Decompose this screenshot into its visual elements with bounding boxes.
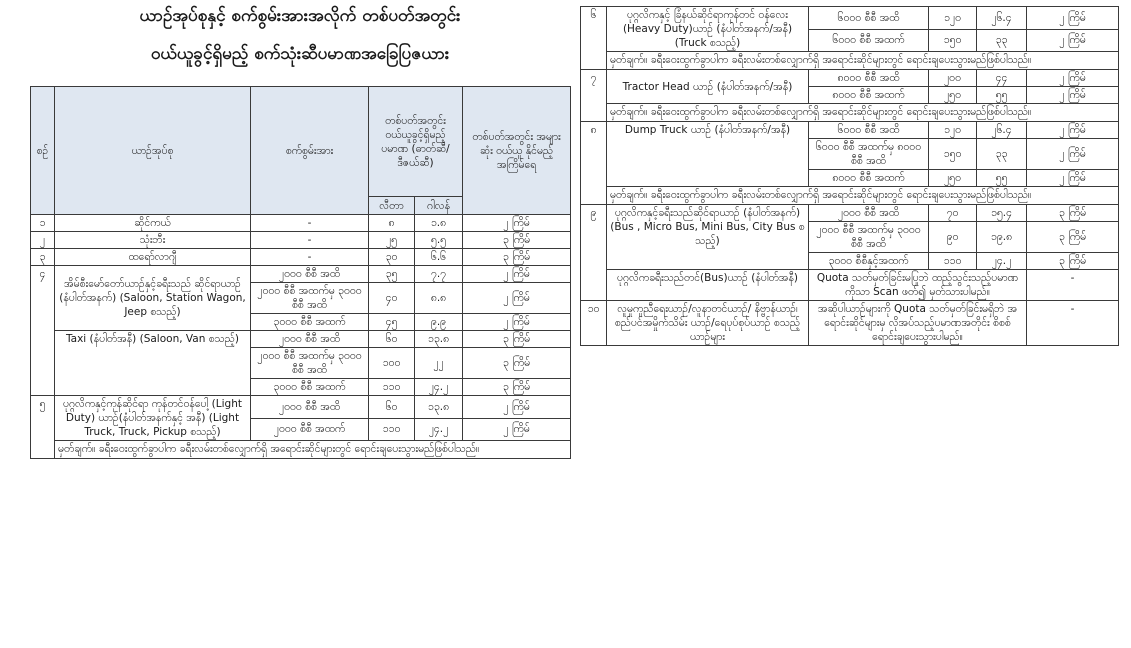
header-engine-power: စက်စွမ်းအား bbox=[251, 87, 369, 215]
engine-power: - bbox=[251, 215, 369, 232]
times-value: ၃ ကြိမ် bbox=[463, 249, 571, 266]
gallon-value: ၂၆.၄ bbox=[977, 7, 1027, 30]
gallon-value: ၃၃ bbox=[977, 29, 1027, 52]
times-value: ၂ ကြိမ် bbox=[463, 418, 571, 441]
quota-note: အဆိုပါယာဉ်များကို Quota သတ်မှတ်ခြင်းမရှိဘဲ အရောင်းဆိုင်များမှ လိုအပ်သည့်ပမာဏအတိုင်း စိစစ်ရောင်းချပေးသွားပါမည်။ bbox=[809, 301, 1027, 346]
header-vehicle-group: ယာဉ်အုပ်စု bbox=[55, 87, 251, 215]
table-row bbox=[581, 122, 1119, 139]
times-value: ၂ ကြိမ် bbox=[463, 314, 571, 331]
quota-note: Quota သတ်မှတ်ခြင်းမပြုဘဲ ထည့်သွင်းသည့်ပမာဏကိုသာ Scan ဖတ်၍ မှတ်သားပါမည်။ bbox=[809, 270, 1027, 301]
liter-value: ၉၀ bbox=[929, 222, 977, 253]
engine-power: ၈၀၀၀ စီစီ အထက် bbox=[809, 87, 929, 104]
vehicle-group: ပုဂ္ဂလိကနှင့်ခရီးသည်ဆိုင်ရာယာဉ် (နံပါတ်အနက်)(Bus , Micro Bus, Mini Bus, City Bus စသည့်) bbox=[607, 205, 809, 270]
times-value: ၂ ကြိမ် bbox=[463, 215, 571, 232]
times-value: ၃ ကြိမ် bbox=[1027, 253, 1119, 270]
liter-value: ၁၁၀ bbox=[369, 418, 415, 441]
fuel-quota-table-right bbox=[580, 6, 1119, 346]
times-value: ၃ ကြိမ် bbox=[463, 331, 571, 348]
gallon-value: ၅၅ bbox=[977, 170, 1027, 187]
header-liter: လီတာ bbox=[369, 197, 415, 215]
row-no: ၉ bbox=[581, 205, 607, 301]
header-weekly-amount: တစ်ပတ်အတွင်း ဝယ်ယူခွင့်ရှိမည့် ပမာဏ (ဓာတ်ဆီ/ ဒီဇယ်ဆီ) bbox=[369, 87, 463, 197]
liter-value: ၆၀ bbox=[369, 396, 415, 419]
liter-value: ၁၂၀ bbox=[929, 122, 977, 139]
note-row bbox=[581, 104, 1119, 122]
table-row bbox=[31, 215, 571, 232]
gallon-value: ၂၄.၂ bbox=[977, 253, 1027, 270]
note-text: မှတ်ချက်။ ခရီးဝေးထွက်ခွာပါက ခရီးလမ်းတစ်လျှောက်ရှိ အရောင်းဆိုင်များတွင် ရောင်းချပေးသွားမည်ဖြစ်ပါသည်။ bbox=[607, 104, 1119, 122]
liter-value: ၃၅ bbox=[369, 266, 415, 283]
gallon-value: ၇.၇ bbox=[415, 266, 463, 283]
gallon-value: ၂၂ bbox=[415, 348, 463, 379]
note-text: မှတ်ချက်။ ခရီးဝေးထွက်ခွာပါက ခရီးလမ်းတစ်လျှောက်ရှိ အရောင်းဆိုင်များတွင် ရောင်းချပေးသွားမည်ဖြစ်ပါသည်။ bbox=[607, 52, 1119, 70]
times-value: ၂ ကြိမ် bbox=[463, 266, 571, 283]
liter-value: ၈ bbox=[369, 215, 415, 232]
engine-power: ၂၀၀၀ စီစီ အထက်မှ ၃၀၀၀ စီစီ အထိ bbox=[809, 222, 929, 253]
times-value: ၂ ကြိမ် bbox=[1027, 122, 1119, 139]
engine-power: ၈၀၀၀ စီစီ အထိ bbox=[809, 70, 929, 87]
engine-power: ၃၀၀၀ စီစီ အထက် bbox=[251, 314, 369, 331]
engine-power: ၂၀၀၀ စီစီ အထက်မှ ၃၀၀၀ စီစီ အထိ bbox=[251, 283, 369, 314]
liter-value: ၄၀ bbox=[369, 283, 415, 314]
header-max-times: တစ်ပတ်အတွင်း အများဆုံး ဝယ်ယူ နိုင်မည့် အကြိမ်ရေ bbox=[463, 87, 571, 215]
gallon-value: ၆.၆ bbox=[415, 249, 463, 266]
table-row bbox=[31, 396, 571, 419]
row-no: ၁ bbox=[31, 215, 55, 232]
gallon-value: ၁၅.၄ bbox=[977, 205, 1027, 222]
row-no: ၈ bbox=[581, 122, 607, 205]
times-value: ၃ ကြိမ် bbox=[463, 232, 571, 249]
engine-power: ၆၀၀၀ စီစီ အထိ bbox=[809, 7, 929, 30]
engine-power: ၂၀၀၀ စီစီ အထိ bbox=[251, 331, 369, 348]
engine-power: ၃၀၀၀ စီစီနှင့်အထက် bbox=[809, 253, 929, 270]
note-text: မှတ်ချက်။ ခရီးဝေးထွက်ခွာပါက ခရီးလမ်းတစ်လျှောက်ရှိ အရောင်းဆိုင်များတွင် ရောင်းချပေးသွားမည်ဖြစ်ပါသည်။ bbox=[607, 187, 1119, 205]
gallon-value: ၁.၈ bbox=[415, 215, 463, 232]
row-no: ၂ bbox=[31, 232, 55, 249]
times-value: ၂ ကြိမ် bbox=[463, 396, 571, 419]
liter-value: ၇၀ bbox=[929, 205, 977, 222]
times-value: ၂ ကြိမ် bbox=[1027, 29, 1119, 52]
liter-value: ၄၅ bbox=[369, 314, 415, 331]
liter-value: ၁၅၀ bbox=[929, 139, 977, 170]
times-value: ၂ ကြိမ် bbox=[1027, 170, 1119, 187]
table-row bbox=[31, 266, 571, 283]
liter-value: ၁၀၀ bbox=[369, 348, 415, 379]
times-value: ၂ ကြိမ် bbox=[463, 283, 571, 314]
liter-value: ၆၀ bbox=[369, 331, 415, 348]
vehicle-group: အိမ်စီးမော်တော်ယာဉ်နှင့်ခရီးသည် ဆိုင်ရာယာဉ် (နံပါတ်အနက်) (Saloon, Station Wagon, Jeep စသည့်) bbox=[55, 266, 251, 331]
vehicle-group: ထရော်လာဂျီ bbox=[55, 249, 251, 266]
row-no: ၅ bbox=[31, 396, 55, 459]
vehicle-group: လူမှုကူညီရေးယာဉ်/လူနာတင်ယာဉ်/ နိဗ္ဗာန်ယာဉ်၊ စည်ပင်အမှိုက်သိမ်း ယာဉ်/ရေပုပ်စုပ်ယာဉ် စသည့် ယာဉ်များ bbox=[607, 301, 809, 346]
header-no: စဉ် bbox=[31, 87, 55, 215]
engine-power: ၂၀၀၀ စီစီ အထက် bbox=[251, 418, 369, 441]
row-no: ၄ bbox=[31, 266, 55, 396]
times-value: - bbox=[1027, 270, 1119, 301]
gallon-value: ၉.၉ bbox=[415, 314, 463, 331]
fuel-quota-table-left bbox=[30, 86, 571, 459]
times-value: ၃ ကြိမ် bbox=[463, 348, 571, 379]
table-row bbox=[581, 270, 1119, 301]
gallon-value: ၁၉.၈ bbox=[977, 222, 1027, 253]
liter-value: ၂၅၀ bbox=[929, 170, 977, 187]
vehicle-group: ဆိုင်ကယ် bbox=[55, 215, 251, 232]
note-row bbox=[31, 441, 571, 459]
table-row bbox=[31, 249, 571, 266]
times-value: ၂ ကြိမ် bbox=[1027, 70, 1119, 87]
times-value: ၃ ကြိမ် bbox=[1027, 205, 1119, 222]
gallon-value: ၅.၅ bbox=[415, 232, 463, 249]
row-no: ၇ bbox=[581, 70, 607, 122]
engine-power: ၃၀၀၀ စီစီ အထက် bbox=[251, 379, 369, 396]
vehicle-group: သုံးဘီး bbox=[55, 232, 251, 249]
vehicle-group: ပုဂ္ဂလိကနှင့်ကုန်ဆိုင်ရာ ကုန်တင်ဝန်ပေါ့ (Light Duty) ယာဉ်(နံပါတ်အနက်နှင့် အနီ) (Light Truck, Truck, Pickup စသည့်) bbox=[55, 396, 251, 441]
note-row bbox=[581, 187, 1119, 205]
table-row bbox=[31, 331, 571, 348]
gallon-value: ၁၃.၈ bbox=[415, 331, 463, 348]
liter-value: ၂၀၀ bbox=[929, 70, 977, 87]
table-row bbox=[581, 7, 1119, 30]
liter-value: ၁၂၀ bbox=[929, 7, 977, 30]
liter-value: ၂၅ bbox=[369, 232, 415, 249]
liter-value: ၃၀ bbox=[369, 249, 415, 266]
gallon-value: ၁၃.၈ bbox=[415, 396, 463, 419]
times-value: - bbox=[1027, 301, 1119, 346]
gallon-value: ၃၃ bbox=[977, 139, 1027, 170]
gallon-value: ၂၆.၄ bbox=[977, 122, 1027, 139]
times-value: ၃ ကြိမ် bbox=[463, 379, 571, 396]
times-value: ၃ ကြိမ် bbox=[1027, 222, 1119, 253]
gallon-value: ၂၄.၂ bbox=[415, 418, 463, 441]
gallon-value: ၄၄ bbox=[977, 70, 1027, 87]
engine-power: ၆၀၀၀ စီစီ အထိ bbox=[809, 122, 929, 139]
note-row bbox=[581, 52, 1119, 70]
note-text: မှတ်ချက်။ ခရီးဝေးထွက်ခွာပါက ခရီးလမ်းတစ်လျှောက်ရှိ အရောင်းဆိုင်များတွင် ရောင်းချပေးသွားမည်ဖြစ်ပါသည်။ bbox=[55, 441, 571, 459]
table-row bbox=[581, 205, 1119, 222]
page-title-line-1: ယာဉ်အုပ်စုနှင့် စက်စွမ်းအားအလိုက် တစ်ပတ်အတွင်း bbox=[139, 6, 461, 26]
times-value: ၂ ကြိမ် bbox=[1027, 139, 1119, 170]
engine-power: - bbox=[251, 249, 369, 266]
vehicle-group: Dump Truck ယာဉ် (နံပါတ်အနက်/အနီ) bbox=[607, 122, 809, 187]
gallon-value: ၅၅ bbox=[977, 87, 1027, 104]
table-row bbox=[31, 232, 571, 249]
vehicle-group: Taxi (နံပါတ်အနီ) (Saloon, Van စသည့်) bbox=[55, 331, 251, 396]
times-value: ၂ ကြိမ် bbox=[1027, 7, 1119, 30]
vehicle-group: ပုဂ္ဂလိကခရီးသည်တင်(Bus)ယာဉ် (နံပါတ်အနီ) bbox=[607, 270, 809, 301]
row-no: ၁၀ bbox=[581, 301, 607, 346]
engine-power: ၈၀၀၀ စီစီ အထက် bbox=[809, 170, 929, 187]
vehicle-group: Tractor Head ယာဉ် (နံပါတ်အနက်/အနီ) bbox=[607, 70, 809, 104]
row-no: ၆ bbox=[581, 7, 607, 70]
vehicle-group: ပုဂ္ဂလိကနှင့် ခြံနယ်ဆိုင်ရာကုန်တင် ဝန်လေး (Heavy Duty)ယာဉ် (နံပါတ်အနက်/အနီ)(Truck စသည့်) bbox=[607, 7, 809, 52]
engine-power: ၆၀၀၀ စီစီ အထက် bbox=[809, 29, 929, 52]
table-row bbox=[581, 301, 1119, 346]
engine-power: ၂၀၀၀ စီစီ အထိ bbox=[251, 266, 369, 283]
liter-value: ၁၅၀ bbox=[929, 29, 977, 52]
liter-value: ၁၁၀ bbox=[929, 253, 977, 270]
page-title-line-2: ဝယ်ယူခွင့်ရှိမည့် စက်သုံးဆီပမာဏအခြေပြဇယား bbox=[150, 44, 450, 64]
engine-power: ၂၀၀၀ စီစီ အထက်မှ ၃၀၀၀ စီစီ အထိ bbox=[251, 348, 369, 379]
engine-power: ၂၀၀၀ စီစီ အထိ bbox=[251, 396, 369, 419]
table-row bbox=[581, 70, 1119, 87]
row-no: ၃ bbox=[31, 249, 55, 266]
times-value: ၂ ကြိမ် bbox=[1027, 87, 1119, 104]
gallon-value: ၈.၈ bbox=[415, 283, 463, 314]
header-gallon: ဂါလန် bbox=[415, 197, 463, 215]
engine-power: - bbox=[251, 232, 369, 249]
engine-power: ၂၀၀၀ စီစီ အထိ bbox=[809, 205, 929, 222]
liter-value: ၂၅၀ bbox=[929, 87, 977, 104]
liter-value: ၁၁၀ bbox=[369, 379, 415, 396]
gallon-value: ၂၄.၂ bbox=[415, 379, 463, 396]
engine-power: ၆၀၀၀ စီစီ အထက်မှ ၈၀၀၀ စီစီ အထိ bbox=[809, 139, 929, 170]
